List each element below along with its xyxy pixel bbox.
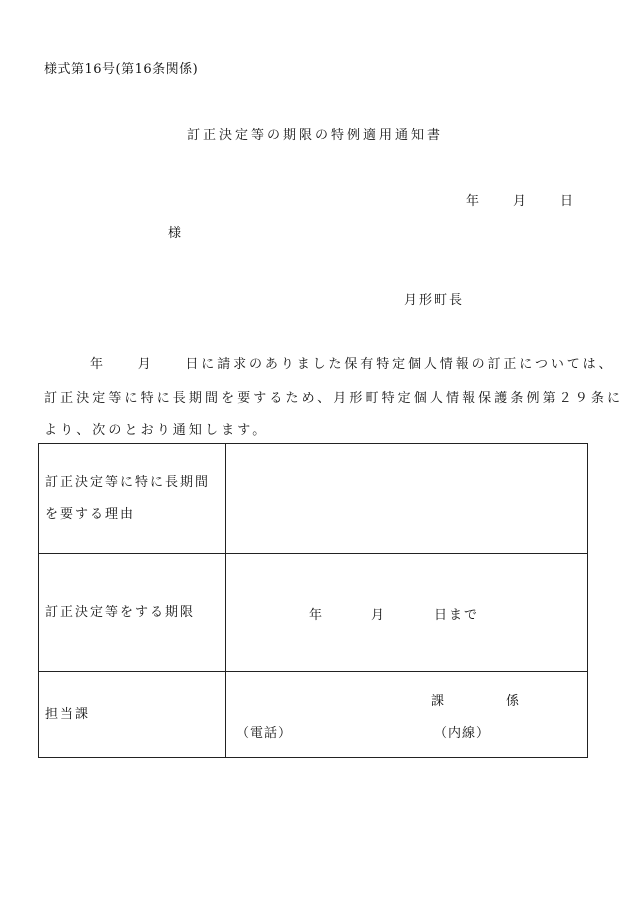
reason-label-line-1: 訂正決定等に特に長期間 — [45, 474, 211, 490]
date-month: 月 — [513, 194, 527, 209]
deadline-value-cell[interactable] — [226, 554, 588, 672]
deadline-label-cell: 訂正決定等をする期限 — [39, 554, 226, 672]
contact-staff: 係 — [506, 694, 520, 709]
contact-value-cell[interactable] — [226, 672, 588, 758]
reason-label-cell — [39, 444, 226, 554]
reason-row — [39, 444, 588, 554]
deadline-day: 日まで — [434, 608, 480, 623]
notice-table — [38, 443, 588, 758]
deadline-month: 月 — [371, 608, 385, 623]
contact-extension: （内線） — [434, 726, 491, 741]
date-year: 年 — [466, 194, 480, 209]
form-number: 様式第16号(第16条関係) — [44, 62, 199, 77]
contact-label-cell: 担当課 — [39, 672, 226, 758]
body-line-3: より、次のとおり通知します。 — [44, 423, 269, 438]
body-line-2: 訂正決定等に特に長期間を要するため、月形町特定個人情報保護条例第２９条に — [44, 391, 624, 406]
contact-row — [39, 672, 588, 758]
date-day: 日 — [560, 194, 574, 209]
sender-name: 月形町長 — [404, 293, 465, 308]
contact-section: 課 — [431, 694, 445, 709]
addressee-honorific: 様 — [168, 226, 182, 241]
body-line-1: 年 月 日に請求のありました保有特定個人情報の訂正については、 — [90, 357, 615, 372]
contact-phone: （電話） — [236, 726, 293, 741]
reason-value-cell[interactable] — [226, 444, 588, 554]
document-title: 訂正決定等の期限の特例適用通知書 — [186, 128, 443, 143]
date-line — [466, 190, 573, 209]
deadline-row — [39, 554, 588, 672]
reason-label-line-2: を要する理由 — [45, 506, 136, 522]
deadline-year: 年 — [309, 608, 323, 623]
